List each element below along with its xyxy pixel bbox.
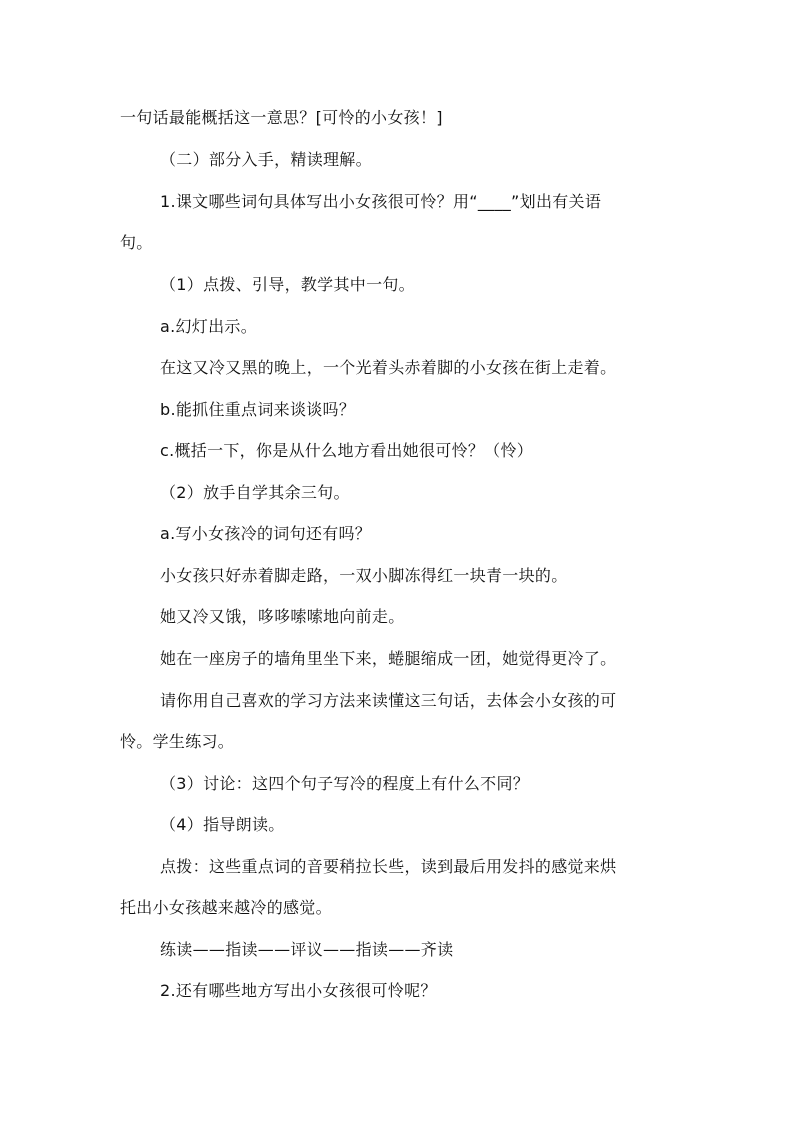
text-line: 1.课文哪些词句具体写出小女孩很可怜？用“____”划出有关语 xyxy=(160,192,602,211)
text-line: b.能抓住重点词来谈谈吗？ xyxy=(160,400,356,419)
text-line: （4）指导朗读。 xyxy=(160,815,285,834)
text-line: （1）点拨、引导，教学其中一句。 xyxy=(160,275,415,294)
text-line: a.幻灯出示。 xyxy=(160,317,257,336)
text-line: 练读——指读——评议——指读——齐读 xyxy=(160,940,454,959)
text-line: 她又冷又饿，哆哆嗦嗦地向前走。 xyxy=(160,607,405,626)
text-line: a.写小女孩冷的词句还有吗？ xyxy=(160,524,372,543)
text-line: 怜。学生练习。 xyxy=(120,732,235,751)
text-line: 点拨：这些重点词的音要稍拉长些，读到最后用发抖的感觉来烘 xyxy=(160,857,617,876)
text-line: 托出小女孩越来越冷的感觉。 xyxy=(120,898,332,917)
text-line: 在这又冷又黑的晚上，一个光着头赤着脚的小女孩在街上走着。 xyxy=(160,358,617,377)
text-line: 请你用自己喜欢的学习方法来读懂这三句话，去体会小女孩的可 xyxy=(160,691,617,710)
text-line: 句。 xyxy=(120,233,153,252)
section-heading: （二）部分入手，精读理解。 xyxy=(160,150,372,169)
text-line: 她在一座房子的墙角里坐下来，蜷腿缩成一团，她觉得更冷了。 xyxy=(160,649,617,668)
text-line: （3）讨论：这四个句子写冷的程度上有什么不同？ xyxy=(160,774,530,793)
text-line: c.概括一下，你是从什么地方看出她很可怜？（怜） xyxy=(160,441,534,460)
text-line: 2.还有哪些地方写出小女孩很可怜呢？ xyxy=(160,981,437,1000)
text-line: 一句话最能概括这一意思？[可怜的小女孩！] xyxy=(120,108,443,127)
text-line: （2）放手自学其余三句。 xyxy=(160,483,350,502)
text-line: 小女孩只好赤着脚走路，一双小脚冻得红一块青一块的。 xyxy=(160,566,568,585)
